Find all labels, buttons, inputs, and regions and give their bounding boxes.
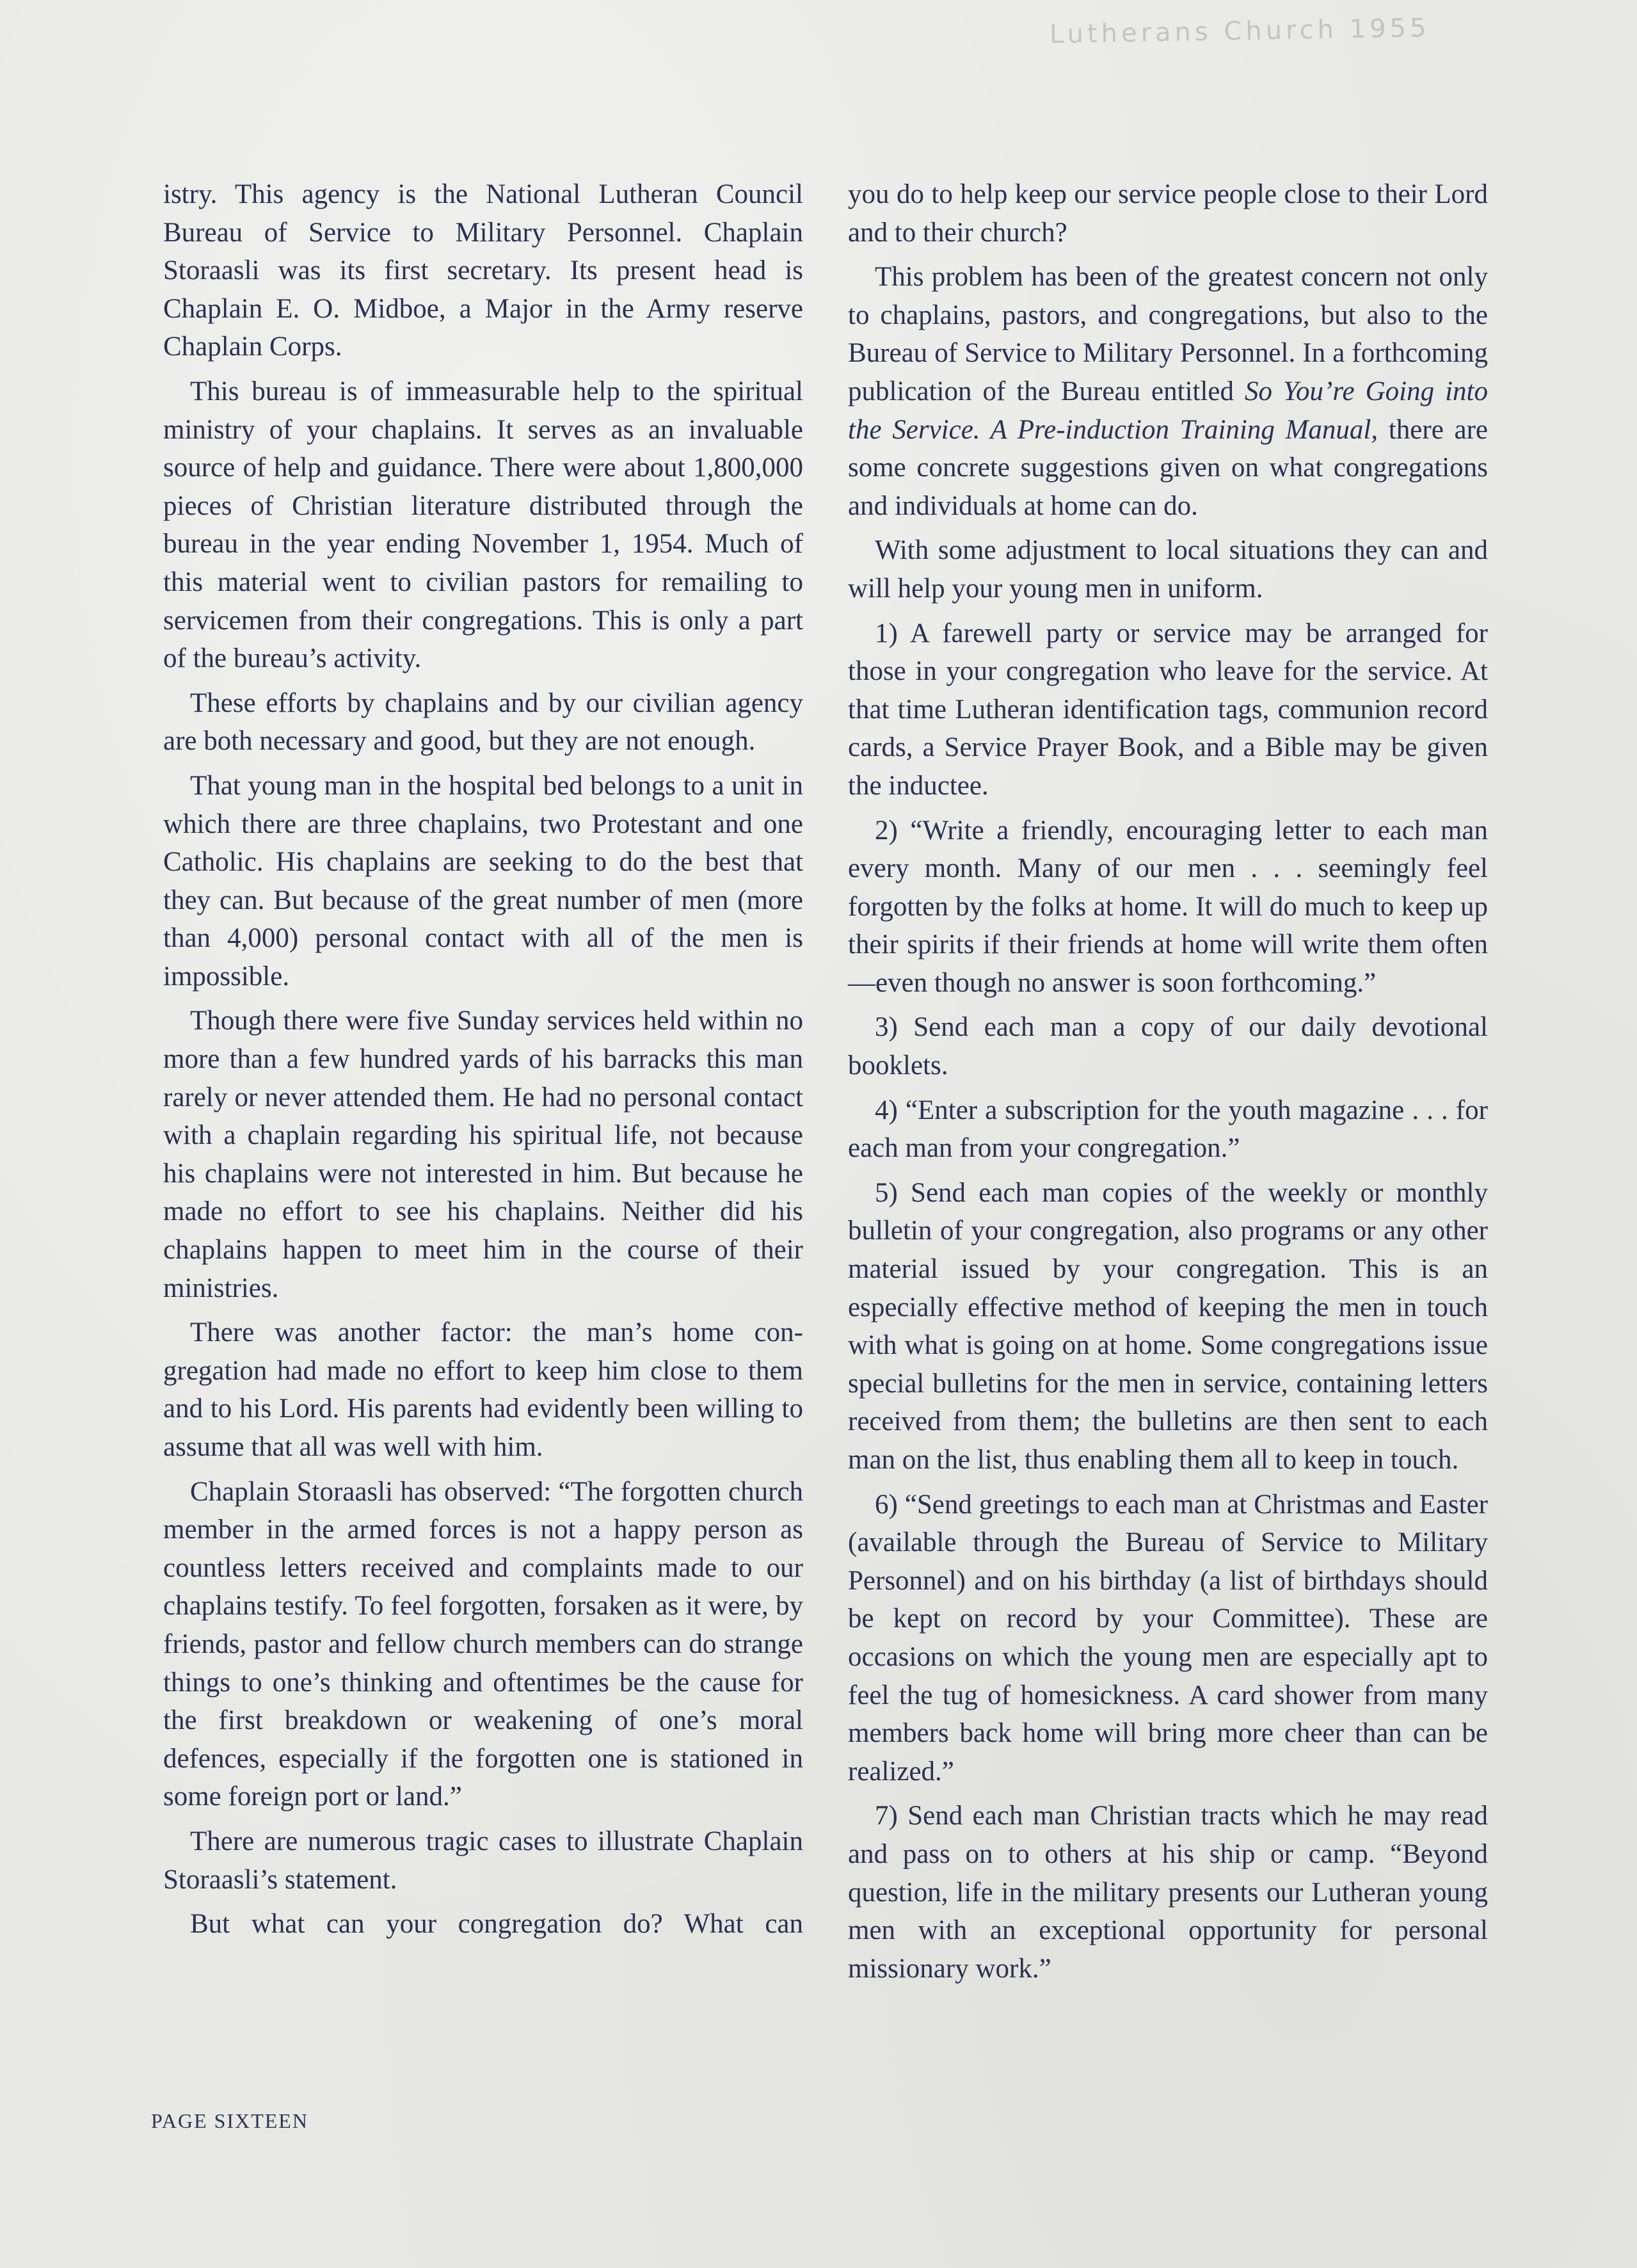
paragraph: With some adjustment to local situations they can and will help your young men in uniform.: [848, 535, 1488, 604]
paragraph: These efforts by chaplains and by our civilian agency are both necessary and good, but they are not enough.: [163, 688, 803, 757]
left-column: [163, 175, 803, 1950]
list-item: 3) Send each man a copy of our daily devotional booklets.: [848, 1012, 1488, 1081]
list-item: 5) Send each man copies of the weekly or monthly bulletin of your congregation, also programs or any other material issued by your congregation. This is an especially effective method of keeping the men in touch with what is going on at home. Some congregations issue special bulletins for the men in service, containing letters received from them; the bulletins are then sent to each man on the list, thus enabling them all to keep in touch.: [848, 1177, 1488, 1475]
publication-title: So You’re Going into the Service. A Pre-induction Training Manual,: [848, 376, 1488, 445]
paragraph: Though there were five Sunday services held within no more than a few hundred yards of his barracks this man rarely or never attended them. He had no personal contact with a chaplain regarding his spiritual life, not because his chaplains were not interested in him. But because he made no effort to see his chaplains. Neither did his chaplains happen to meet him in the course of their ministries.: [163, 1006, 803, 1303]
paragraph: you do to help keep our service people close to their Lord and to their church?: [848, 179, 1488, 248]
paragraph: istry. This agency is the National Lutheran Council Bureau of Service to Military Personnel. Chaplain Storaasli was its first secretary. Its present head is Chaplain E. O. Midboe, a Major in the Army reserve Chaplain Corps.: [163, 179, 803, 362]
paragraph: That young man in the hospital bed belongs to a unit in which there are three chaplains, two Protestant and one Catholic. His chaplains are seeking to do the best that they can. But because of the great number of men (more than 4,000) personal contact with all of the men is impossible.: [163, 770, 803, 992]
paragraph: But what can your congregation do? What can: [190, 1909, 803, 1940]
list-item: 6) “Send greetings to each man at Christmas and Easter (available through the Bureau of Service to Military Personnel) and on his birthday (a list of birthdays should be kept on record by your Committee). These are occasions on which the young men are especially apt to feel the tug of homesickness. A card shower from many members back home will bring more cheer than can be realized.”: [848, 1489, 1488, 1787]
paragraph: [848, 258, 1488, 525]
paragraph: There are numerous tragic cases to illustrate Chaplain Storaasli’s statement.: [163, 1826, 803, 1895]
paragraph: Chaplain Storaasli has observed: “The forgotten church member in the armed forces is not a happy person as countless letters received and complaints made to our chaplains testify. To feel forgotten, forsaken as it were, by friends, pastor and fellow church members can do strange things to one’s thinking and oftentimes be the cause for the first breakdown or weakening of one’s moral defences, especially if the forgotten one is stationed in some foreign port or land.”: [163, 1476, 803, 1812]
right-column: [848, 175, 1488, 1994]
list-item: 4) “Enter a subscription for the youth magazine . . . for each man from your congregation.”: [848, 1095, 1488, 1164]
list-item: 7) Send each man Christian tracts which he may read and pass on to others at his ship or camp. “Beyond question, life in the military presents our Lutheran young men with an exceptional opportunity for personal missionary work.”: [848, 1801, 1488, 1984]
list-item: 1) A farewell party or service may be arranged for those in your congregation who leave for the service. At that time Lutheran identification tags, communion record cards, a Service Prayer Book, and a Bible may be given the inductee.: [848, 618, 1488, 801]
text-run: This problem has been of the greatest concern not only to chaplains, pastors, and congregations, but also to the Bureau of Service to Military Personnel. In a forthcoming publication of the Bureau entitled: [848, 262, 1488, 406]
pencil-annotation: Lutherans Church 1955: [1049, 13, 1430, 50]
paragraph: This bureau is of immeasurable help to the spiritual ministry of your chaplains. It serves as an invaluable source of help and guidance. There were about 1,800,000 pieces of Christian literature distributed through the bureau in the year ending November 1, 1954. Much of this material went to civilian pastors for remailing to servicemen from their congregations. This is only a part of the bureau’s activity.: [163, 376, 803, 674]
list-item: 2) “Write a friendly, encouraging letter to each man every month. Many of our men . . . seemingly feel forgotten by the folks at home. It will do much to keep up their spirits if their friends at home will write them often—even though no answer is soon forthcoming.”: [848, 815, 1488, 998]
text-run: there are some concrete suggestions given on what congregations and individuals at home can do.: [848, 414, 1489, 521]
page-number: PAGE SIXTEEN: [151, 2109, 308, 2132]
paragraph: There was another factor: the man’s home congregation had made no effort to keep him close to them and to his Lord. His parents had evidently been willing to assume that all was well with him.: [163, 1317, 803, 1462]
